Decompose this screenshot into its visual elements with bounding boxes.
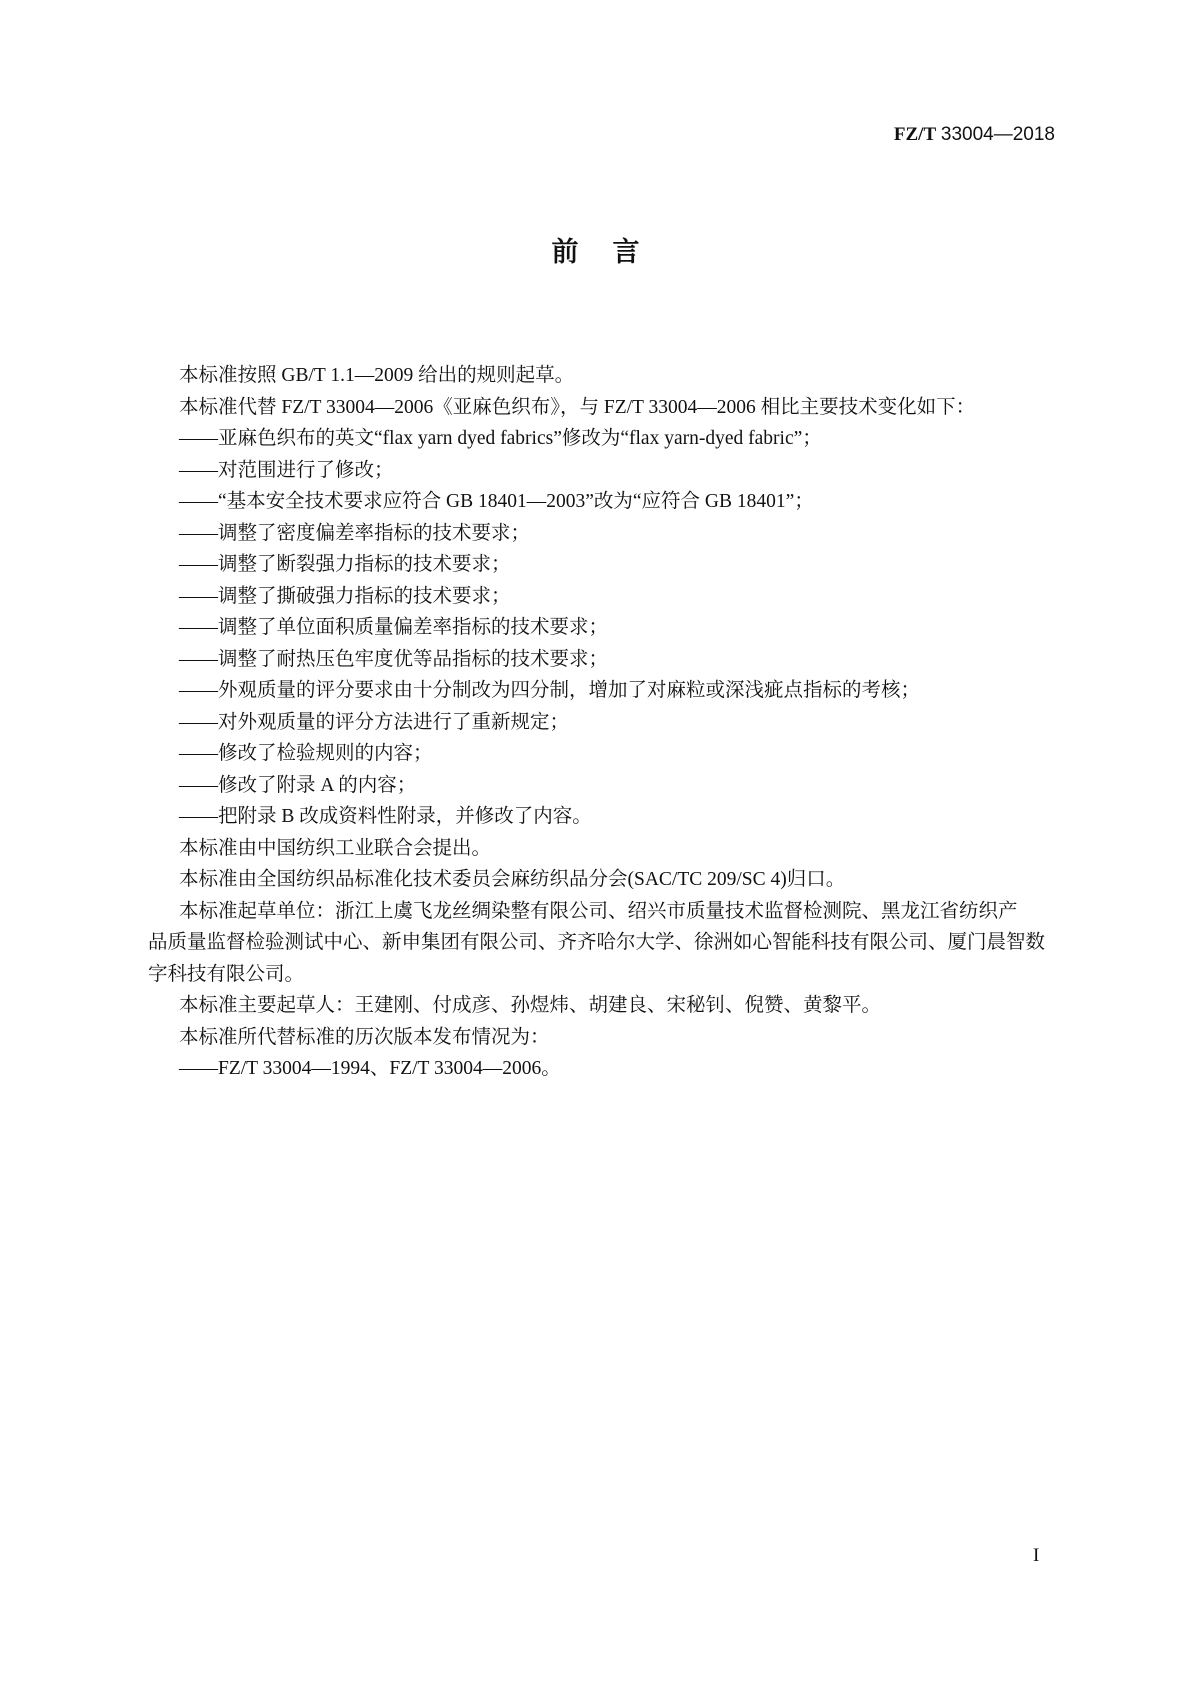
change-item: ——对范围进行了修改； [179, 459, 394, 481]
change-item: ——调整了耐热压色牢度优等品指标的技术要求； [179, 648, 609, 670]
standard-code-prefix: FZ/T [893, 124, 937, 145]
change-item: ——调整了密度偏差率指标的技术要求； [179, 522, 531, 544]
paragraph-drafting-units-cont: 字科技有限公司。 [148, 963, 305, 985]
change-item: ——亚麻色织布的英文“flax yarn dyed fabrics”修改为“flax yarn-dyed fabric”； [179, 428, 822, 449]
paragraph-replaces: 本标准代替 FZ/T 33004—2006《亚麻色织布》，与 FZ/T 33004—2006 相比主要技术变化如下： [179, 396, 976, 418]
change-item: ——调整了断裂强力指标的技术要求； [179, 554, 511, 575]
standard-code-number: 33004—2018 [940, 124, 1055, 145]
standard-code-header [894, 124, 1055, 146]
paragraph-drafting-units-cont: 品质量监督检验测试中心、新申集团有限公司、齐齐哈尔大学、徐洲如心智能科技有限公司、厦门晨智数 [148, 932, 1046, 953]
change-item: ——“基本安全技术要求应符合 GB 18401—2003”改为“应符合 GB 18401”； [179, 491, 814, 512]
change-item: ——修改了检验规则的内容； [179, 743, 433, 764]
change-item: ——修改了附录 A 的内容； [179, 774, 417, 796]
change-item: ——把附录 B 改成资料性附录，并修改了内容。 [179, 806, 592, 827]
change-item: ——外观质量的评分要求由十分制改为四分制，增加了对麻粒或深浅疵点指标的考核； [179, 680, 921, 701]
page-number: I [1033, 1545, 1040, 1566]
change-item: ——调整了单位面积质量偏差率指标的技术要求； [179, 617, 609, 638]
paragraph-proposed-by: 本标准由中国纺织工业联合会提出。 [179, 837, 492, 859]
history-item: ——FZ/T 33004—1994、FZ/T 33004—2006。 [179, 1058, 561, 1079]
change-item: ——调整了撕破强力指标的技术要求； [179, 585, 511, 607]
change-item: ——对外观质量的评分方法进行了重新规定； [179, 711, 570, 733]
paragraph-managed-by: 本标准由全国纺织品标准化技术委员会麻纺织品分会(SAC/TC 209/SC 4)归口。 [179, 869, 846, 890]
page-title: 前言 [551, 237, 674, 268]
paragraph-drafting-rules: 本标准按照 GB/T 1.1—2009 给出的规则起草。 [179, 365, 575, 386]
paragraph-drafting-units: 本标准起草单位：浙江上虞飞龙丝绸染整有限公司、绍兴市质量技术监督检测院、黑龙江省纺织产 [179, 900, 1018, 922]
paragraph-drafters: 本标准主要起草人：王建刚、付成彦、孙煜炜、胡建良、宋秘钊、倪赞、黄黎平。 [179, 995, 882, 1016]
foreword-body [148, 360, 1068, 1085]
paragraph-history-intro: 本标准所代替标准的历次版本发布情况为： [179, 1026, 550, 1048]
